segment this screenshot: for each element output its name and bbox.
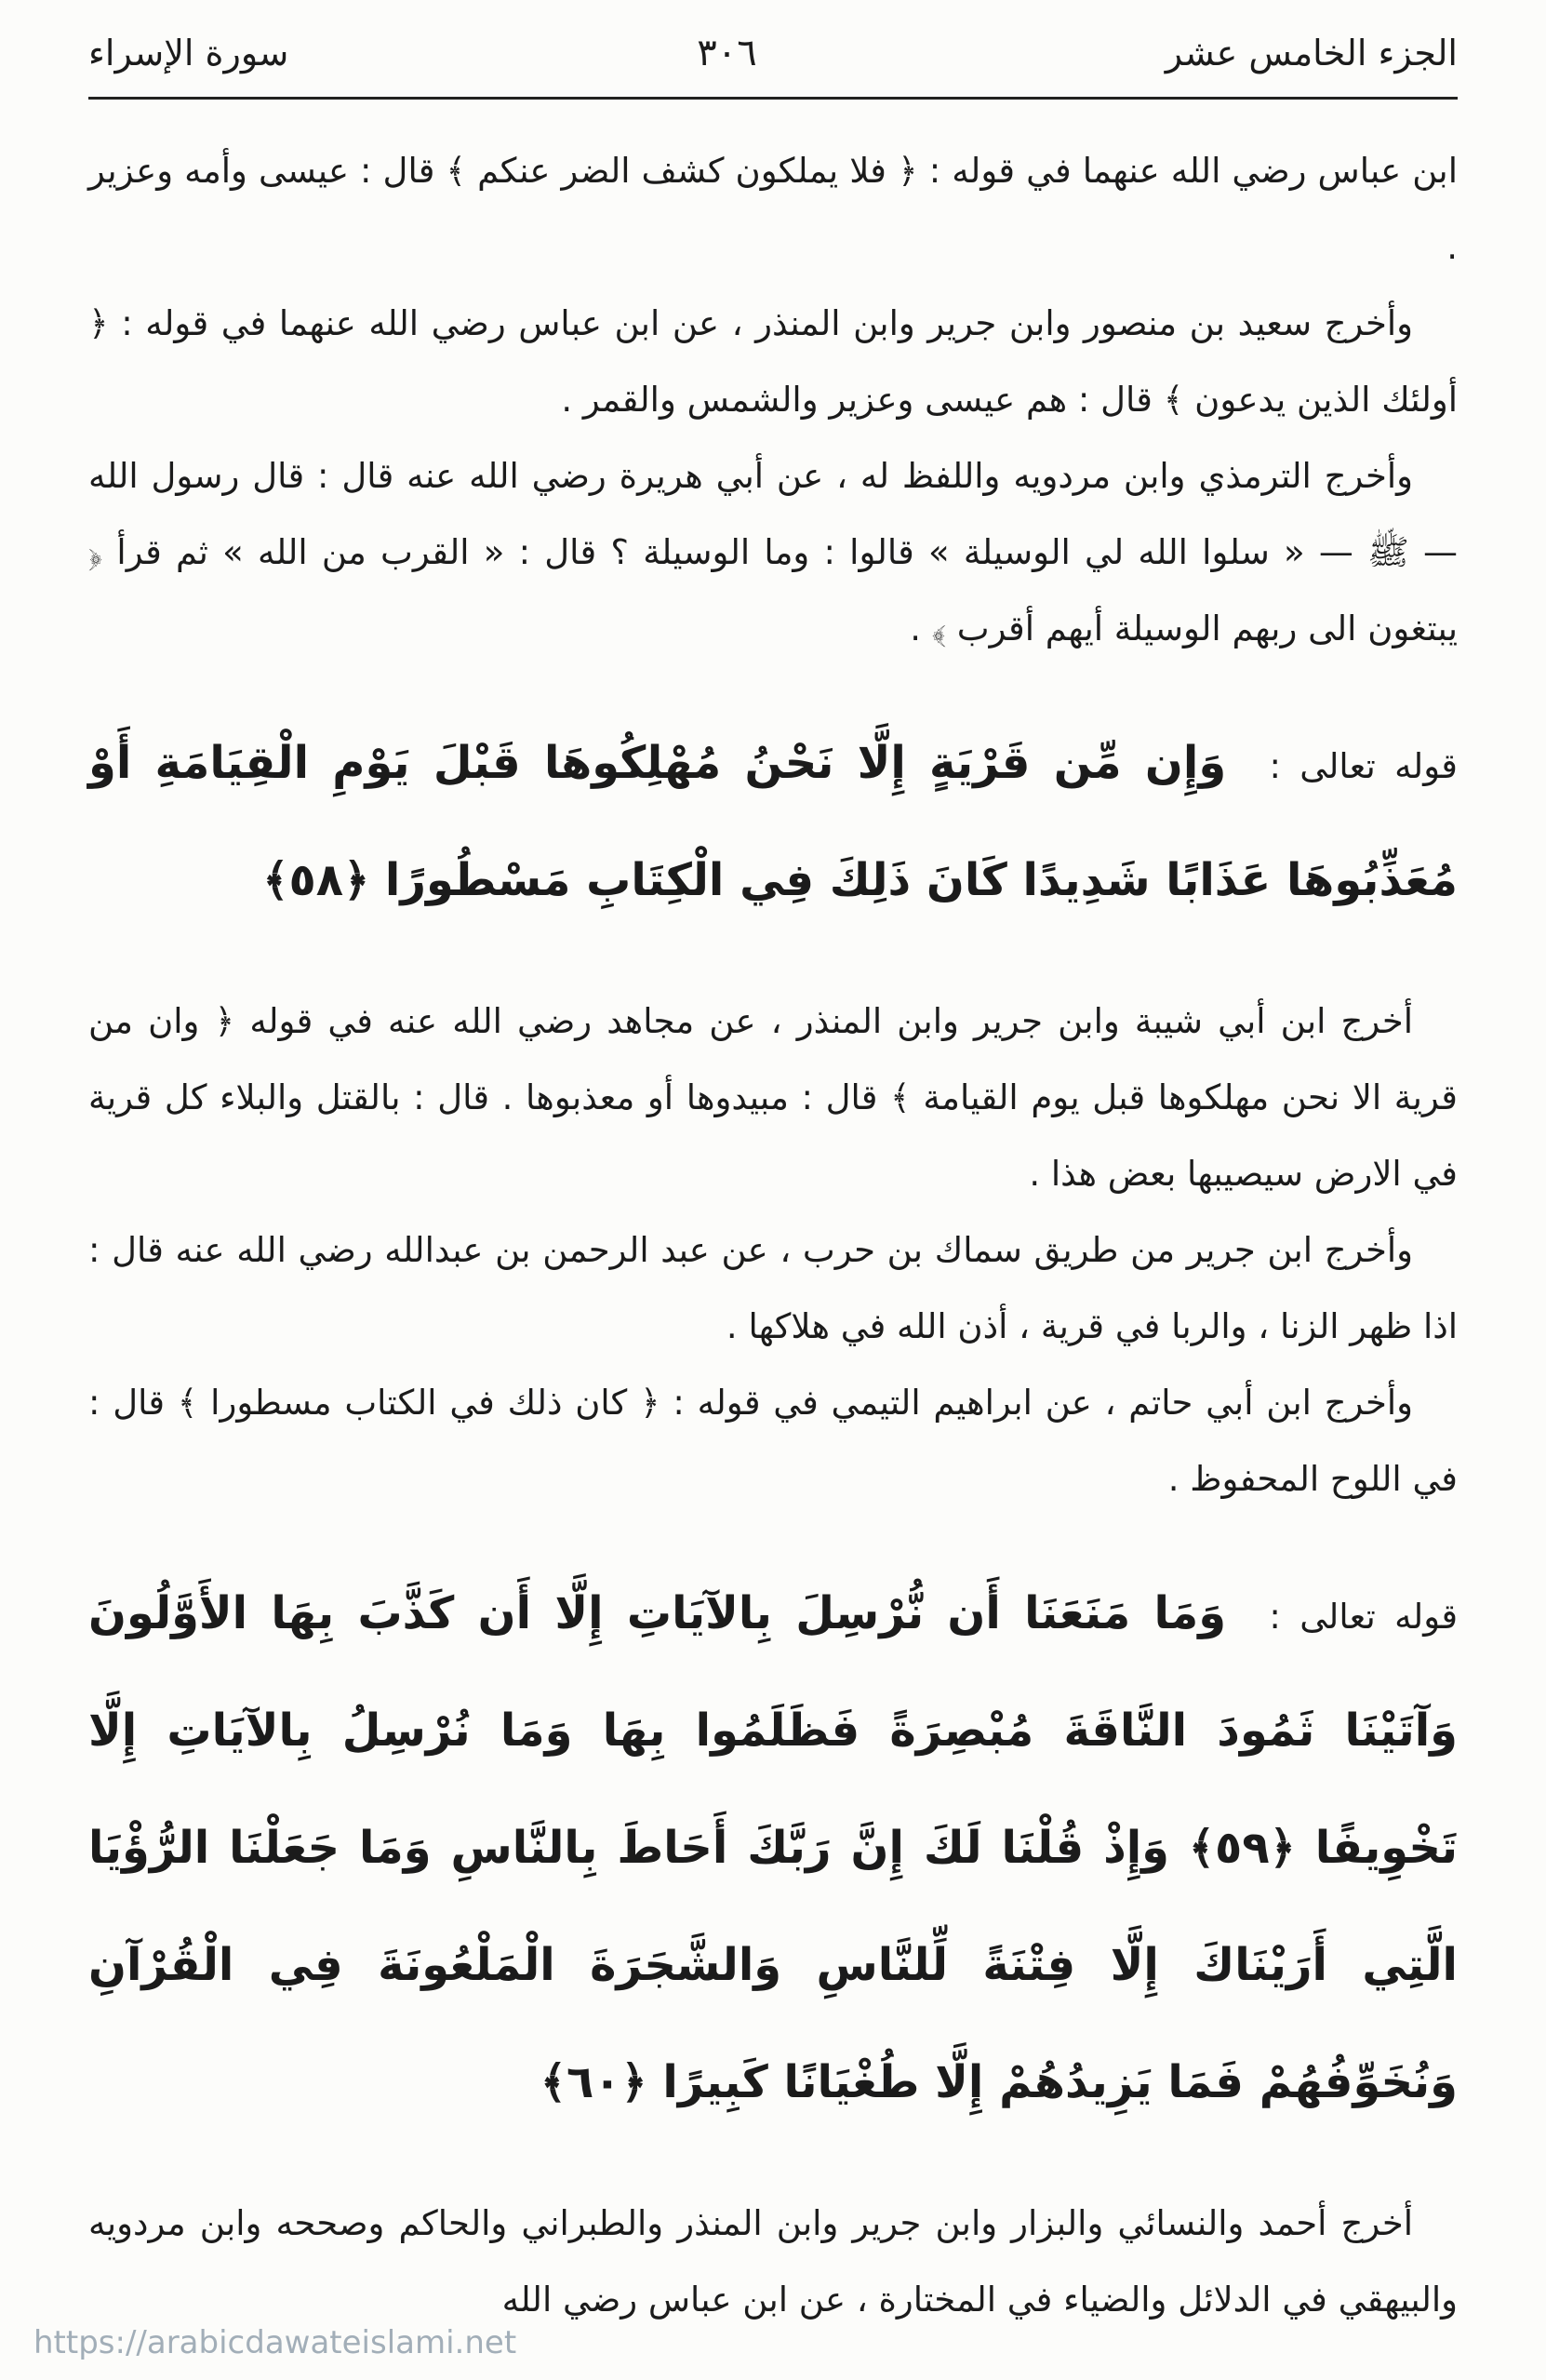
quran-verse-block-59-60 [88,1557,1458,2143]
quran-verse-block-58 [88,706,1458,941]
page-content [88,133,1458,2338]
header-divider [88,97,1458,100]
part-title: الجزء الخامس عشر [1165,33,1458,74]
page-header [88,32,1458,74]
quran-verse-text-59-60: وَمَا مَنَعَنَا أَن نُّرْسِلَ بِالآيَاتِ إِلَّا أَن كَذَّبَ بِهَا الأَوَّلُونَ وَآتَيْنَا ثَمُودَ النَّاقَةَ مُبْصِرَةً فَظَلَمُوا بِهَا وَمَا نُرْسِلُ بِالآيَاتِ إِلَّا تَخْوِيفًا ﴿٥٩﴾ وَإِذْ قُلْنَا لَكَ إِنَّ رَبَّكَ أَحَاطَ بِالنَّاسِ وَمَا جَعَلْنَا الرُّؤْيَا الَّتِي أَرَيْنَاكَ إِلَّا فِتْنَةً لِّلنَّاسِ وَالشَّجَرَةَ الْمَلْعُونَةَ فِي الْقُرْآنِ وَنُخَوِّفُهُمْ فَمَا يَزِيدُهُمْ إِلَّا طُغْيَانًا كَبِيرًا ﴿٦٠﴾ [88,1587,1459,2108]
paragraph-said-ibn-mansur: وأخرج سعيد بن منصور وابن جرير وابن المنذر ، عن ابن عباس رضي الله عنهما في قوله : ﴿ أولئك الذين يدعون ﴾ قال : هم عيسى وعزير والشمس والقمر . [88,303,1458,420]
verse-intro-label: قوله تعالى : [1269,746,1458,786]
paragraph-ibn-jarir: وأخرج ابن جرير من طريق سماك بن حرب ، عن عبد الرحمن بن عبدالله رضي الله عنه قال : اذا ظهر الزنا ، والربا في قرية ، أذن الله في هلاكها . [88,1230,1458,1346]
quran-verse-text-58: وَإِن مِّن قَرْيَةٍ إِلَّا نَحْنُ مُهْلِكُوهَا قَبْلَ يَوْمِ الْقِيَامَةِ أَوْ مُعَذِّبُوهَا عَذَابًا شَدِيدًا كَانَ ذَلِكَ فِي الْكِتَابِ مَسْطُورًا ﴿٥٨﴾ [88,737,1458,906]
paragraph-ibn-abi-shayba: أخرج ابن أبي شيبة وابن جرير وابن المنذر ، عن مجاهد رضي الله عنه في قوله ﴿ وان من قرية الا نحن مهلكوها قبل يوم القيامة ﴾ قال : مبيدوها أو معذبوها . قال : بالقتل والبلاء كل قرية في الارض سيصيبها بعض هذا . [88,1001,1458,1194]
surah-title: سورة الإسراء [88,33,289,74]
paragraph-ibn-abi-hatim: وأخرج ابن أبي حاتم ، عن ابراهيم التيمي في قوله : ﴿ كان ذلك في الكتاب مسطورا ﴾ قال : في اللوح المحفوظ . [88,1383,1458,1499]
verse-intro-label: قوله تعالى : [1269,1597,1459,1637]
page-number: ٣٠٦ [697,32,757,74]
paragraph-ibn-abbas: ابن عباس رضي الله عنهما في قوله : ﴿ فلا يملكون كشف الضر عنكم ﴾ قال : عيسى وأمه وعزير . [88,151,1458,267]
watermark-url: https://arabicdawateislami.net [33,2324,517,2361]
paragraph-tirmidhi: وأخرج الترمذي وابن مردويه واللفظ له ، عن أبي هريرة رضي الله عنه قال : قال رسول الله — ﷺ — « سلوا الله لي الوسيلة » قالوا : وما الوسيلة ؟ قال : « القرب من الله » ثم قرأ ﴿ يبتغون الى ربهم الوسيلة أيهم أقرب ﴾ . [88,456,1458,648]
paragraph-ahmad-nasai: أخرج أحمد والنسائي والبزار وابن جرير وابن المنذر والطبراني والحاكم وصححه وابن مردويه والبيهقي في الدلائل والضياء في المختارة ، عن ابن عباس رضي الله [88,2203,1458,2320]
